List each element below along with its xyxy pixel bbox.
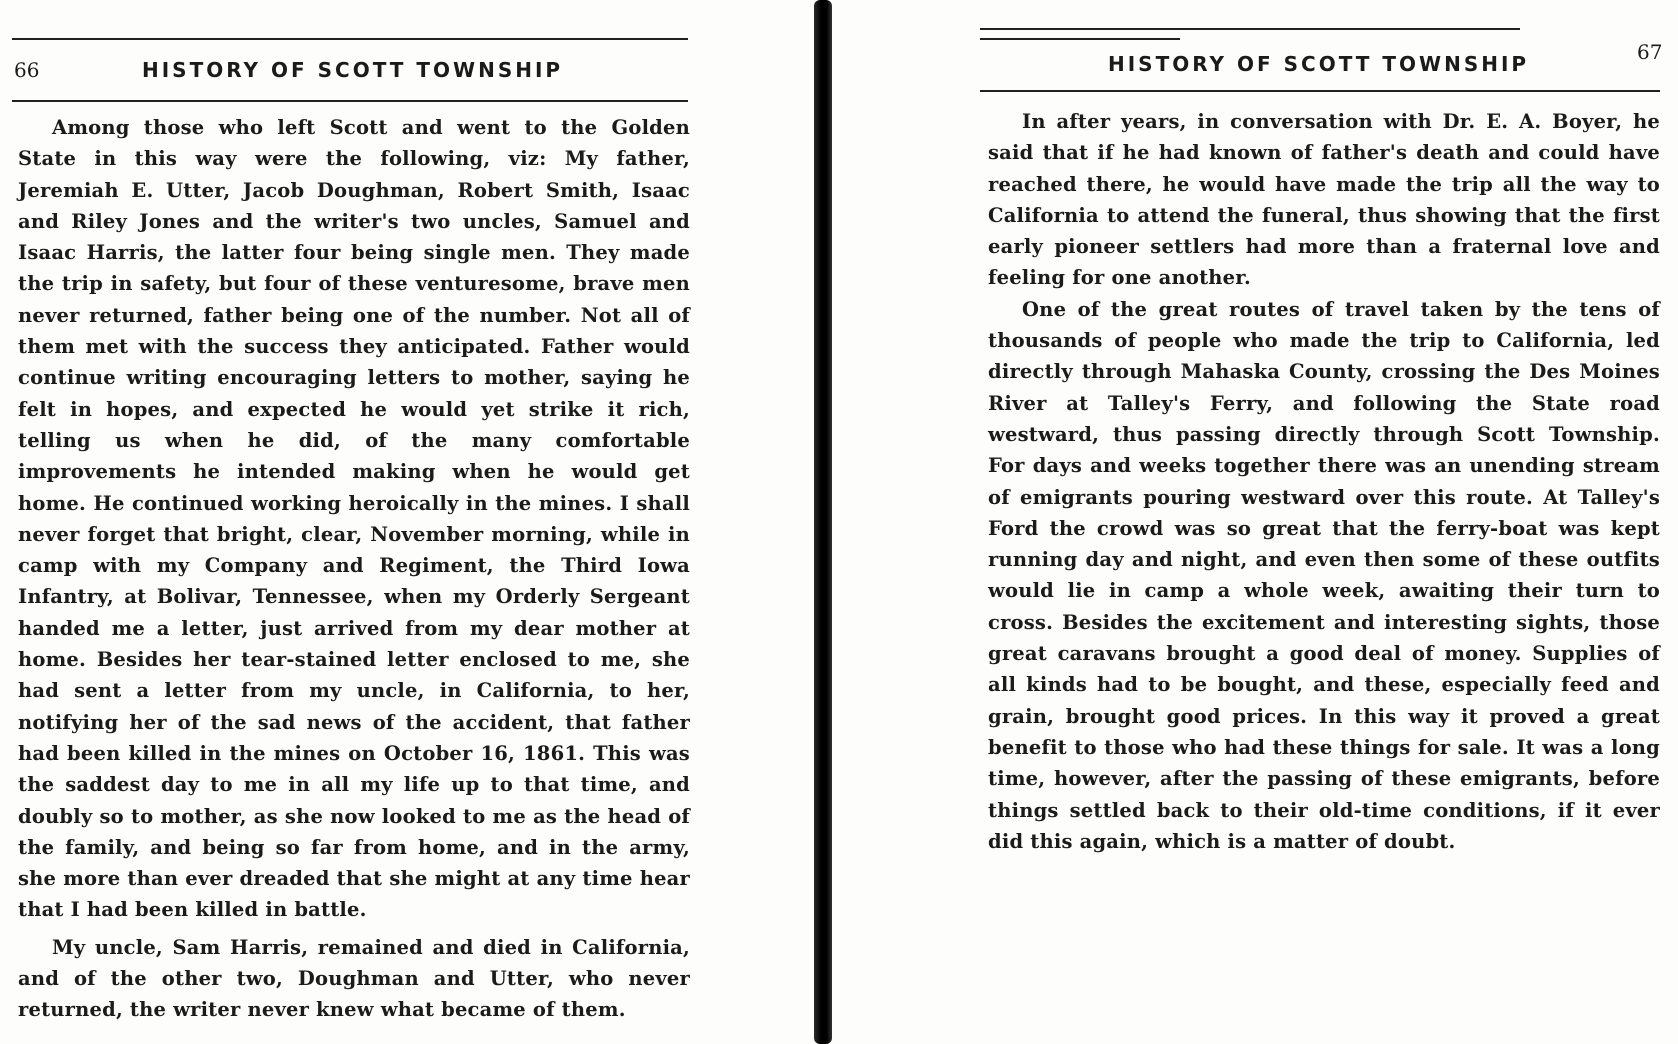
- right-top-rule: [980, 28, 1520, 30]
- left-paragraph-2: My uncle, Sam Harris, remained and died in California, and of the other two, Doughman and Utter, who never returned, the writer never knew what became of them.: [18, 935, 690, 1022]
- left-page-header: HISTORY OF SCOTT TOWNSHIP: [142, 58, 564, 82]
- left-page-number: 66: [14, 58, 40, 82]
- right-header-rule: [980, 90, 1660, 92]
- left-header-rule: [12, 100, 688, 102]
- gutter-shadow: [814, 0, 832, 1044]
- right-top-rule-short: [980, 38, 1180, 40]
- right-page: [850, 0, 1678, 1044]
- right-body-text: [988, 106, 1660, 863]
- left-top-rule: [12, 38, 688, 40]
- right-paragraph-2: One of the great routes of travel taken by the tens of thousands of people who made the trip to California, led directly through Mahaska County, crossing the Des Moines River at Talley's Ferry, and following the State road westward, thus passing directly through Scott Township. For days and weeks together there was an unending stream of emigrants pouring westward over this route. At Talley's Ford the crowd was so great that the ferry-boat was kept running day and night, and even then some of these outfits would lie in camp a whole week, awaiting their turn to cross. Besides the excitement and interesting sights, those great caravans brought a good deal of money. Supplies of all kinds had to be bought, and these, especially feed and grain, brought good prices. In this way it proved a great benefit to those who had these things for sale. It was a long time, however, after the passing of these emigrants, before things settled back to their old-time conditions, if it ever did this again, which is a matter of doubt.: [988, 297, 1660, 853]
- left-page: [0, 0, 800, 1044]
- left-body-text: [18, 112, 690, 1032]
- right-page-number: 67: [1637, 40, 1663, 64]
- book-gutter: [800, 0, 850, 1044]
- right-page-header: HISTORY OF SCOTT TOWNSHIP: [1108, 52, 1530, 76]
- right-paragraph-1: In after years, in conversation with Dr. E. A. Boyer, he said that if he had known of father's death and could have reached there, he would have made the trip all the way to California to attend the funeral, thus showing that the first early pioneer settlers had more than a fraternal love and feeling for one another.: [988, 110, 1660, 290]
- left-paragraph-1: Among those who left Scott and went to the Golden State in this way were the following, viz: My father, Jeremiah E. Utter, Jacob Doughman, Robert Smith, Isaac and Riley Jones and the writer's two uncles, Samuel and Isaac Harris, the latter four being single men. They made the trip in safety, but four of these venturesome, brave men never returned, father being one of the number. Not all of them met with the success they anticipated. Father would continue writing encouraging letters to mother, saying he felt in hopes, and expected he would yet strike it rich, telling us when he did, of the many comfortable improvements he intended making when he would get home. He continued working heroically in the mines. I shall never forget that bright, clear, November morning, while in camp with my Company and Regiment, the Third Iowa Infantry, at Bolivar, Tennessee, when my Orderly Sergeant handed me a letter, just arrived from my dear mother at home. Besides her tear-stained letter enclosed to me, she had sent a letter from my uncle, in California, to her, notifying her of the sad news of the accident, that father had been killed in the mines on October 16, 1861. This was the saddest day to me in all my life up to that time, and doubly so to mother, as she now looked to me as the head of the family, and being so far from home, and in the army, she more than ever dreaded that she might at any time hear that I had been killed in battle.: [18, 116, 690, 922]
